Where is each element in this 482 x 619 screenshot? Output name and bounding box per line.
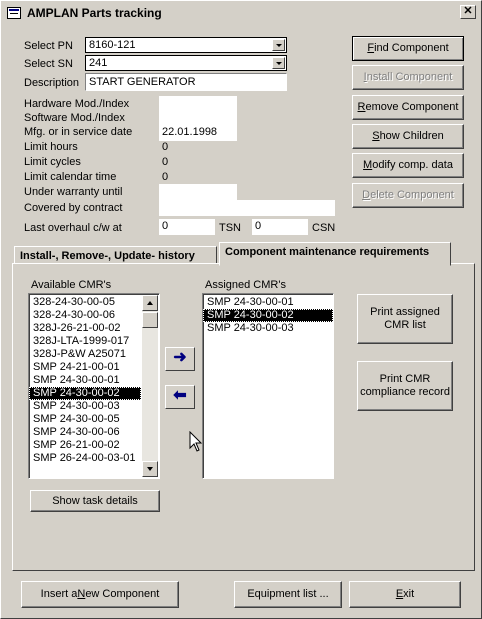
available-cmr-item[interactable]: 328J-P&W A25071: [33, 348, 126, 360]
exit-button[interactable]: [349, 581, 461, 608]
scroll-thumb[interactable]: [142, 312, 158, 328]
limit-hours-label: Limit hours: [24, 141, 78, 153]
select-sn-label: Select SN: [24, 58, 73, 70]
assigned-cmr-list[interactable]: [202, 293, 334, 479]
limit-cycles-label: Limit cycles: [24, 156, 81, 168]
insert-label-post: ew Component: [85, 588, 160, 600]
remove-label-key: R: [357, 101, 366, 113]
mfg-date-value[interactable]: 22.01.1998: [162, 126, 218, 138]
assigned-cmr-item[interactable]: SMP 24-30-00-02: [203, 309, 333, 322]
modify-label-key: M: [363, 159, 373, 171]
delete-label-post: elete Component: [370, 189, 454, 201]
available-cmr-item[interactable]: SMP 24-30-00-05: [33, 413, 120, 425]
limit-cycles-value: 0: [162, 156, 169, 168]
app-icon: [7, 7, 21, 19]
insert-new-component-button[interactable]: [21, 581, 179, 608]
show-task-details-button[interactable]: Show task details: [30, 490, 160, 512]
chevron-down-icon[interactable]: [272, 39, 285, 51]
remove-cmr-arrow-icon[interactable]: ⬅: [165, 385, 195, 409]
available-cmr-item[interactable]: SMP 26-21-00-02: [33, 439, 120, 451]
remove-label-post: emove Component: [365, 101, 459, 113]
warranty-label: Under warranty until: [24, 186, 123, 198]
exit-label-post: xit: [403, 588, 415, 600]
modify-label-post: odify comp. data: [372, 159, 453, 171]
last-overhaul-label: Last overhaul c/w at: [24, 222, 122, 234]
assigned-cmr-label: Assigned CMR's: [205, 279, 286, 291]
exit-label-key: E: [395, 588, 404, 600]
insert-label-pre: Insert a: [40, 588, 78, 600]
print-assigned-cmr-button[interactable]: Print assigned CMR list: [357, 294, 453, 344]
insert-label-key: N: [77, 588, 86, 600]
available-cmr-item[interactable]: 328-24-30-00-06: [33, 309, 115, 321]
install-label-key: I: [363, 71, 367, 83]
install-component-button[interactable]: [352, 65, 464, 90]
contract-label: Covered by contract: [24, 202, 123, 214]
add-cmr-arrow-icon[interactable]: ➜: [165, 347, 195, 371]
tsn-field[interactable]: 0: [159, 219, 215, 235]
show-children-label-key: S: [372, 130, 380, 142]
csn-field[interactable]: 0: [252, 219, 308, 235]
title-bar: [3, 3, 479, 22]
available-cmr-item[interactable]: 328J-26-21-00-02: [33, 322, 121, 334]
available-cmr-list[interactable]: [28, 293, 160, 479]
remove-component-button[interactable]: [352, 95, 464, 120]
delete-component-button[interactable]: [352, 183, 464, 208]
description-label: Description: [24, 77, 80, 89]
available-cmr-item[interactable]: SMP 24-30-00-01: [33, 374, 120, 386]
available-cmr-label: Available CMR's: [31, 279, 112, 291]
close-icon[interactable]: ✕: [460, 5, 476, 19]
tsn-label: TSN: [219, 222, 241, 234]
modify-comp-data-button[interactable]: [352, 153, 464, 178]
tab-history[interactable]: Install-, Remove-, Update- history: [14, 246, 217, 266]
select-sn-combo[interactable]: [85, 55, 287, 71]
available-cmr-item[interactable]: SMP 24-30-00-03: [33, 400, 120, 412]
software-mod-label: Software Mod./Index: [24, 112, 125, 124]
available-cmr-item[interactable]: SMP 26-24-00-03-01: [33, 452, 136, 464]
description-field[interactable]: START GENERATOR: [85, 73, 287, 91]
tab-cmr[interactable]: Component maintenance requirements: [219, 242, 451, 266]
select-pn-label: Select PN: [24, 40, 73, 52]
available-cmr-item[interactable]: 328J-LTA-1999-017: [33, 335, 130, 347]
contract-field[interactable]: [159, 200, 335, 216]
limit-calendar-label: Limit calendar time: [24, 171, 117, 183]
mfg-date-label: Mfg. or in service date: [24, 126, 133, 138]
equipment-list-button[interactable]: Equipment list ...: [234, 581, 342, 608]
delete-label-key: D: [362, 189, 371, 201]
assigned-cmr-item[interactable]: SMP 24-30-00-03: [207, 322, 294, 334]
available-cmr-item[interactable]: SMP 24-21-00-01: [33, 361, 120, 373]
limit-calendar-value: 0: [162, 171, 169, 183]
print-cmr-compliance-button[interactable]: Print CMR compliance record: [357, 361, 453, 411]
find-component-button[interactable]: [352, 36, 464, 61]
select-sn-value: 241: [89, 57, 108, 69]
find-label-key: F: [367, 42, 375, 54]
available-cmr-item[interactable]: SMP 24-30-00-02: [29, 387, 141, 400]
find-label-post: ind Component: [374, 42, 449, 54]
select-pn-combo[interactable]: [85, 37, 287, 53]
scroll-up-icon[interactable]: [142, 295, 158, 311]
install-label-post: nstall Component: [366, 71, 453, 83]
hardware-mod-label: Hardware Mod./Index: [24, 98, 130, 110]
limit-hours-value: 0: [162, 141, 169, 153]
warranty-field[interactable]: [159, 184, 237, 200]
available-cmr-scrollbar[interactable]: [142, 295, 158, 477]
select-pn-value: 8160-121: [89, 39, 136, 51]
assigned-cmr-item[interactable]: SMP 24-30-00-01: [207, 296, 294, 308]
csn-label: CSN: [312, 222, 336, 234]
chevron-down-icon[interactable]: [272, 57, 285, 69]
show-children-label-post: how Children: [379, 130, 444, 142]
show-children-button[interactable]: [352, 124, 464, 149]
mouse-cursor-icon: [189, 431, 203, 453]
window-title: AMPLAN Parts tracking: [27, 5, 162, 20]
available-cmr-item[interactable]: 328-24-30-00-05: [33, 296, 115, 308]
scroll-down-icon[interactable]: [142, 461, 158, 477]
available-cmr-item[interactable]: SMP 24-30-00-06: [33, 426, 120, 438]
